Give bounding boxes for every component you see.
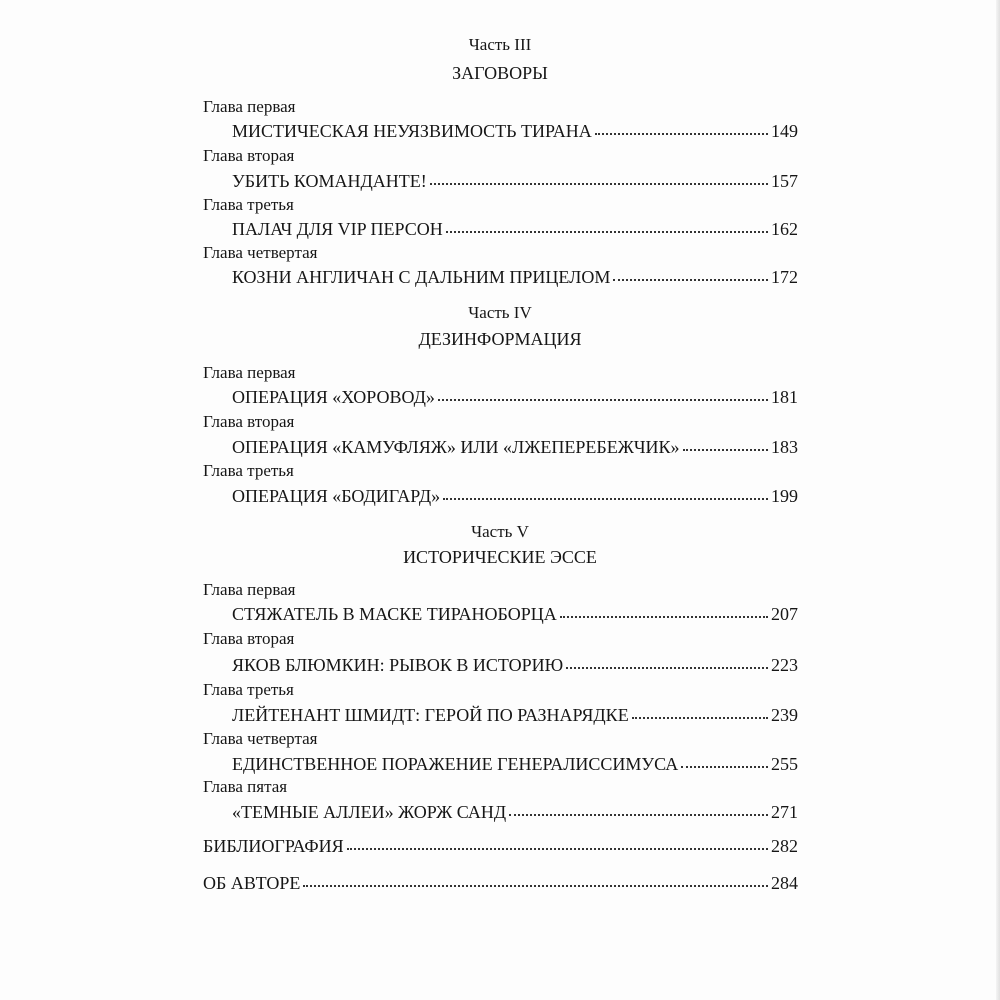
dot-leader (683, 445, 768, 451)
chapter-title: ОПЕРАЦИЯ «КАМУФЛЯЖ» ИЛИ «ЛЖЕПЕРЕБЕЖЧИК» (232, 437, 680, 457)
toc-entry-bibliography[interactable] (203, 834, 798, 858)
back-matter-title: ОБ АВТОРЕ (203, 873, 301, 893)
dot-leader (509, 810, 768, 816)
page-number: 271 (771, 802, 798, 822)
dot-leader (613, 275, 768, 281)
toc-entry[interactable] (232, 752, 798, 776)
page-number: 284 (771, 873, 798, 893)
dot-leader (443, 494, 768, 500)
part-label: Часть III (468, 35, 532, 54)
page-number: 162 (771, 219, 798, 239)
chapter-title: ОПЕРАЦИЯ «БОДИГАРД» (232, 486, 441, 506)
page-number: 199 (771, 486, 798, 506)
chapter-title: ПАЛАЧ ДЛЯ VIP ПЕРСОН (232, 219, 443, 239)
page-number: 282 (771, 836, 798, 856)
toc-entry[interactable] (232, 602, 798, 626)
toc-entry[interactable] (232, 703, 798, 727)
chapter-label: Глава вторая (203, 412, 295, 431)
toc-entry[interactable] (232, 653, 798, 677)
toc-entry[interactable] (232, 119, 798, 143)
toc-entry[interactable] (232, 217, 798, 241)
chapter-label: Глава первая (203, 363, 296, 382)
chapter-title: СТЯЖАТЕЛЬ В МАСКЕ ТИРАНОБОРЦА (232, 604, 557, 624)
part-title: ДЕЗИНФОРМАЦИЯ (418, 329, 582, 349)
page-number: 149 (771, 121, 798, 141)
toc-entry[interactable] (232, 484, 798, 508)
chapter-title: МИСТИЧЕСКАЯ НЕУЯЗВИМОСТЬ ТИРАНА (232, 121, 592, 141)
chapter-title: ЯКОВ БЛЮМКИН: РЫВОК В ИСТОРИЮ (232, 655, 564, 675)
chapter-label: Глава вторая (203, 629, 295, 648)
dot-leader (632, 713, 768, 719)
part-title: ИСТОРИЧЕСКИЕ ЭССЕ (403, 547, 597, 567)
dot-leader (347, 844, 768, 850)
page-number: 181 (771, 387, 798, 407)
chapter-label: Глава третья (203, 680, 294, 699)
toc-entry[interactable] (232, 435, 798, 459)
dot-leader (303, 881, 768, 887)
toc-entry[interactable] (232, 265, 798, 289)
back-matter-title: БИБЛИОГРАФИЯ (203, 836, 344, 856)
dot-leader (681, 762, 768, 768)
part-label: Часть IV (468, 303, 532, 322)
page-number: 255 (771, 754, 798, 774)
chapter-label: Глава первая (203, 580, 296, 599)
dot-leader (430, 179, 768, 185)
chapter-title: ОПЕРАЦИЯ «ХОРОВОД» (232, 387, 435, 407)
chapter-label: Глава четвертая (203, 243, 318, 262)
chapter-label: Глава третья (203, 195, 294, 214)
toc-entry[interactable] (232, 800, 798, 824)
toc-entry-about-author[interactable] (203, 871, 798, 895)
chapter-title: ЕДИНСТВЕННОЕ ПОРАЖЕНИЕ ГЕНЕРАЛИССИМУСА (232, 754, 679, 774)
toc-entry[interactable] (232, 169, 798, 193)
chapter-title: КОЗНИ АНГЛИЧАН С ДАЛЬНИМ ПРИЦЕЛОМ (232, 267, 611, 287)
dot-leader (446, 227, 768, 233)
dot-leader (595, 129, 768, 135)
chapter-label: Глава вторая (203, 146, 295, 165)
part-label: Часть V (471, 522, 529, 541)
chapter-label: Глава пятая (203, 777, 288, 796)
page-number: 239 (771, 705, 798, 725)
dot-leader (566, 663, 768, 669)
page-number: 157 (771, 171, 798, 191)
toc-entry[interactable] (232, 385, 798, 409)
page-number: 223 (771, 655, 798, 675)
dot-leader (560, 612, 768, 618)
part-title: ЗАГОВОРЫ (452, 63, 548, 83)
chapter-title: ЛЕЙТЕНАНТ ШМИДТ: ГЕРОЙ ПО РАЗНАРЯДКЕ (232, 705, 629, 725)
chapter-title: «ТЕМНЫЕ АЛЛЕИ» ЖОРЖ САНД (232, 802, 507, 822)
chapter-label: Глава третья (203, 461, 294, 480)
chapter-label: Глава четвертая (203, 729, 318, 748)
chapter-title: УБИТЬ КОМАНДАНТЕ! (232, 171, 427, 191)
page-number: 207 (771, 604, 798, 624)
chapter-label: Глава первая (203, 97, 296, 116)
page-number: 183 (771, 437, 798, 457)
dot-leader (438, 395, 768, 401)
page-number: 172 (771, 267, 798, 287)
